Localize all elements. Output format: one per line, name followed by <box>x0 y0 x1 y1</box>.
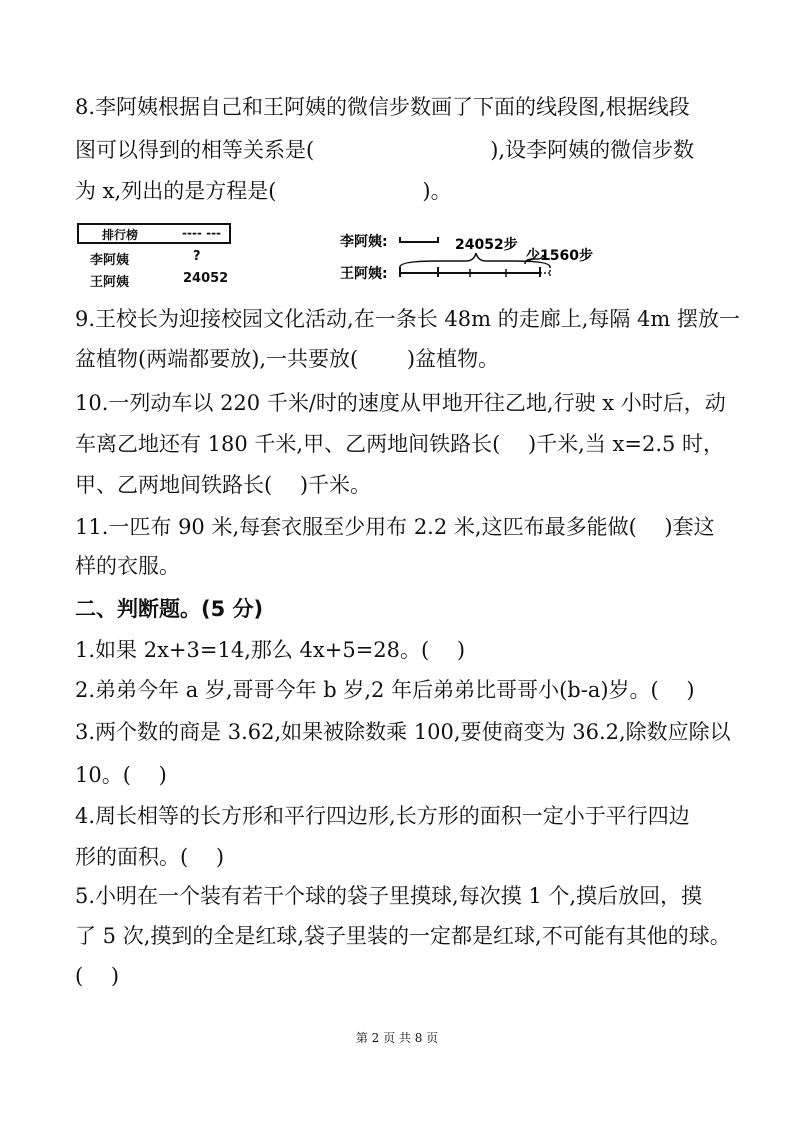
diagram-less-label: 少1560步 <box>526 248 593 264</box>
ranking-wang-name: 王阿姨 <box>90 275 130 290</box>
ranking-li-name: 李阿姨 <box>90 253 130 268</box>
judge-item-1: 1.如果 2x+3=14,那么 4x+5=28。( ) <box>75 638 466 662</box>
judge-item-5-line-2: 了 5 次,摸到的全是红球,袋子里装的一定都是红球,不可能有其他的球。 <box>75 924 731 948</box>
li-segment <box>400 237 438 242</box>
judge-item-2: 2.弟弟今年 a 岁,哥哥今年 b 岁,2 年后弟弟比哥哥小(b-a)岁。( ) <box>75 678 695 702</box>
q9-line-1: 9.王校长为迎接校园文化活动,在一条长 48m 的走廊上,每隔 4m 摆放一 <box>75 307 740 331</box>
ranking-li-value: ? <box>193 249 201 264</box>
q10-line-1: 10.一列动车以 220 千米/时的速度从甲地开往乙地,行驶 x 小时后，动 <box>75 391 726 415</box>
page-footer: 第 2 页 共 8 页 <box>355 1031 439 1045</box>
q11-line-1: 11.一匹布 90 米,每套衣服至少用布 2.2 米,这匹布最多能做( )套这 <box>75 515 715 539</box>
judge-item-5-line-1: 5.小明在一个装有若干个球的袋子里摸球,每次摸 1 个,摸后放回，摸 <box>75 884 703 908</box>
ranking-header-value: ---- --- <box>182 226 222 240</box>
q11-line-2: 样的衣服。 <box>75 554 180 578</box>
judge-item-3-line-1: 3.两个数的商是 3.62,如果被除数乘 100,要使商变为 36.2,除数应除以 <box>75 720 731 744</box>
q10-line-3: 甲、乙两地间铁路长( )千米。 <box>75 473 372 497</box>
q8-line-3-text-a: 为 x,列出的是方程是( <box>75 179 277 203</box>
section-2-heading: 二、判断题。(5 分) <box>75 597 264 621</box>
ranking-wang-value: 24052 <box>183 271 229 286</box>
q8-line-2 <box>75 136 694 164</box>
q8-line-3-text-b: )。 <box>422 179 452 203</box>
q9-line-2: 盆植物(两端都要放),一共要放( )盆植物。 <box>75 347 500 371</box>
q8-line-3 <box>75 177 452 205</box>
diagram-steps-label: 24052步 <box>455 237 518 253</box>
ranking-header: 排行榜 <box>102 228 139 242</box>
q8-line-2-text-b: ),设李阿姨的微信步数 <box>490 138 695 162</box>
diagram-wang-label: 王阿姨: <box>340 266 388 282</box>
q8-line-1: 8.李阿姨根据自己和王阿姨的微信步数画了下面的线段图,根据线段 <box>75 95 690 119</box>
judge-item-3-line-2: 10。( ) <box>75 763 167 787</box>
judge-item-4-line-2: 形的面积。( ) <box>75 845 225 869</box>
q8-line-2-text-a: 图可以得到的相等关系是( <box>75 138 315 162</box>
line-segment-diagram <box>330 225 600 290</box>
judge-item-4-line-1: 4.周长相等的长方形和平行四边形,长方形的面积一定小于平行四边 <box>75 804 690 828</box>
judge-item-5-line-3: ( ) <box>75 964 120 988</box>
q10-line-2: 车离乙地还有 180 千米,甲、乙两地间铁路长( )千米,当 x=2.5 时， <box>75 432 725 456</box>
diagram-li-label: 李阿姨: <box>340 234 388 250</box>
